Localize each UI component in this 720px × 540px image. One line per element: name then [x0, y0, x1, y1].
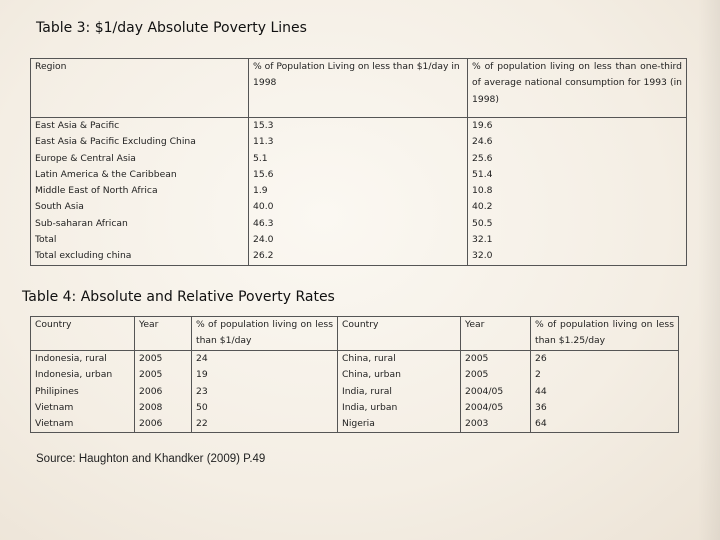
table4-cell: 64 — [535, 418, 547, 430]
table3-cell: 11.3 — [253, 136, 274, 148]
table4-header-year-b: Year — [461, 317, 531, 351]
table4-cell: Vietnam — [35, 418, 74, 430]
table4-year-a-column — [135, 351, 192, 433]
table3-cell: 32.0 — [472, 250, 493, 262]
table4-cell: 2006 — [139, 418, 163, 430]
table3-cell: 5.1 — [253, 152, 268, 164]
table3-cell: East Asia & Pacific Excluding China — [35, 136, 196, 148]
table3 — [30, 58, 687, 266]
source-citation: Source: Haughton and Khandker (2009) P.49 — [36, 453, 266, 465]
table4-cell: Indonesia, rural — [35, 353, 107, 364]
table4-body-row — [31, 351, 679, 433]
table3-cell: 25.6 — [472, 152, 493, 164]
table4-cell: 26 — [535, 353, 547, 364]
table4-cell: Nigeria — [342, 418, 375, 430]
table4-country-a-column — [31, 351, 135, 433]
table4-cell: 2005 — [139, 353, 163, 364]
table4-cell: 19 — [196, 369, 208, 381]
table4-header-pct-a: % of population living on less than $1/day — [192, 317, 338, 351]
table3-cell: Total — [35, 234, 57, 246]
table3-cell: 46.3 — [253, 217, 274, 229]
table4-cell: 44 — [535, 385, 547, 397]
table4-header-year-a: Year — [135, 317, 192, 351]
table4-year-b-column — [461, 351, 531, 433]
table4-cell: 2005 — [465, 369, 489, 381]
table3-cell: 24.0 — [253, 234, 274, 246]
table4-country-b-column — [338, 351, 461, 433]
table3-header-row — [31, 59, 687, 118]
table3-cell: 10.8 — [472, 185, 493, 197]
table4-cell: 2005 — [139, 369, 163, 381]
table3-cell: 24.6 — [472, 136, 493, 148]
table3-cell: Europe & Central Asia — [35, 152, 136, 164]
table4-cell: 2004/05 — [465, 385, 504, 397]
table4 — [30, 316, 679, 433]
table3-cell: 50.5 — [472, 217, 493, 229]
table3-cell: 51.4 — [472, 168, 493, 180]
table4-header-country-b: Country — [338, 317, 461, 351]
table4-cell: 36 — [535, 401, 547, 413]
table4-cell: 2004/05 — [465, 401, 504, 413]
table4-cell: Philipines — [35, 385, 79, 397]
table3-cell: Total excluding china — [35, 250, 132, 262]
table3-header-pct-1998: % of Population Living on less than $1/day in 1998 — [249, 59, 468, 118]
table3-cell: 1.9 — [253, 185, 268, 197]
table4-cell: 2 — [535, 369, 541, 381]
table4-cell: 2005 — [465, 353, 489, 364]
table3-header-pct-third: % of population living on less than one-third of average national consumption for 1993 (in 1998) — [468, 59, 687, 118]
table4-pct-a-column — [192, 351, 338, 433]
table4-cell: 2008 — [139, 401, 163, 413]
table3-cell: Latin America & the Caribbean — [35, 168, 177, 180]
table4-cell: India, urban — [342, 401, 398, 413]
table4-cell: 50 — [196, 401, 208, 413]
table3-pct-1998-column — [249, 118, 468, 266]
table4-cell: Indonesia, urban — [35, 369, 113, 381]
table4-cell: India, rural — [342, 385, 392, 397]
table4-header-pct-b: % of population living on less than $1.25/day — [531, 317, 679, 351]
table4-header-country-a: Country — [31, 317, 135, 351]
table4-cell: 2006 — [139, 385, 163, 397]
table4-title: Table 4: Absolute and Relative Poverty Rates — [22, 289, 335, 305]
table3-cell: 40.2 — [472, 201, 493, 213]
table4-cell: 23 — [196, 385, 208, 397]
table3-cell: Sub-saharan African — [35, 217, 128, 229]
table4-cell: China, urban — [342, 369, 401, 381]
table4-pct-b-column — [531, 351, 679, 433]
table4-cell: 22 — [196, 418, 208, 430]
table3-header-region: Region — [31, 59, 249, 118]
table4-cell: 24 — [196, 353, 208, 364]
table4-cell: 2003 — [465, 418, 489, 430]
slide-side-band — [698, 0, 720, 540]
table4-header-row — [31, 317, 679, 351]
table3-title: Table 3: $1/day Absolute Poverty Lines — [36, 20, 307, 36]
table3-cell: Middle East of North Africa — [35, 185, 158, 197]
table3-cell: 26.2 — [253, 250, 274, 262]
table4-cell: Vietnam — [35, 401, 74, 413]
table4-cell: China, rural — [342, 353, 396, 364]
table3-cell: East Asia & Pacific — [35, 120, 120, 131]
table3-cell: 15.6 — [253, 168, 274, 180]
table3-cell: 32.1 — [472, 234, 493, 246]
table3-cell: 40.0 — [253, 201, 274, 213]
table3-cell: South Asia — [35, 201, 84, 213]
table3-cell: 15.3 — [253, 120, 274, 131]
table3-cell: 19.6 — [472, 120, 493, 131]
table3-pct-third-column — [468, 118, 687, 266]
table3-region-column — [31, 118, 249, 266]
table3-body-row — [31, 118, 687, 266]
